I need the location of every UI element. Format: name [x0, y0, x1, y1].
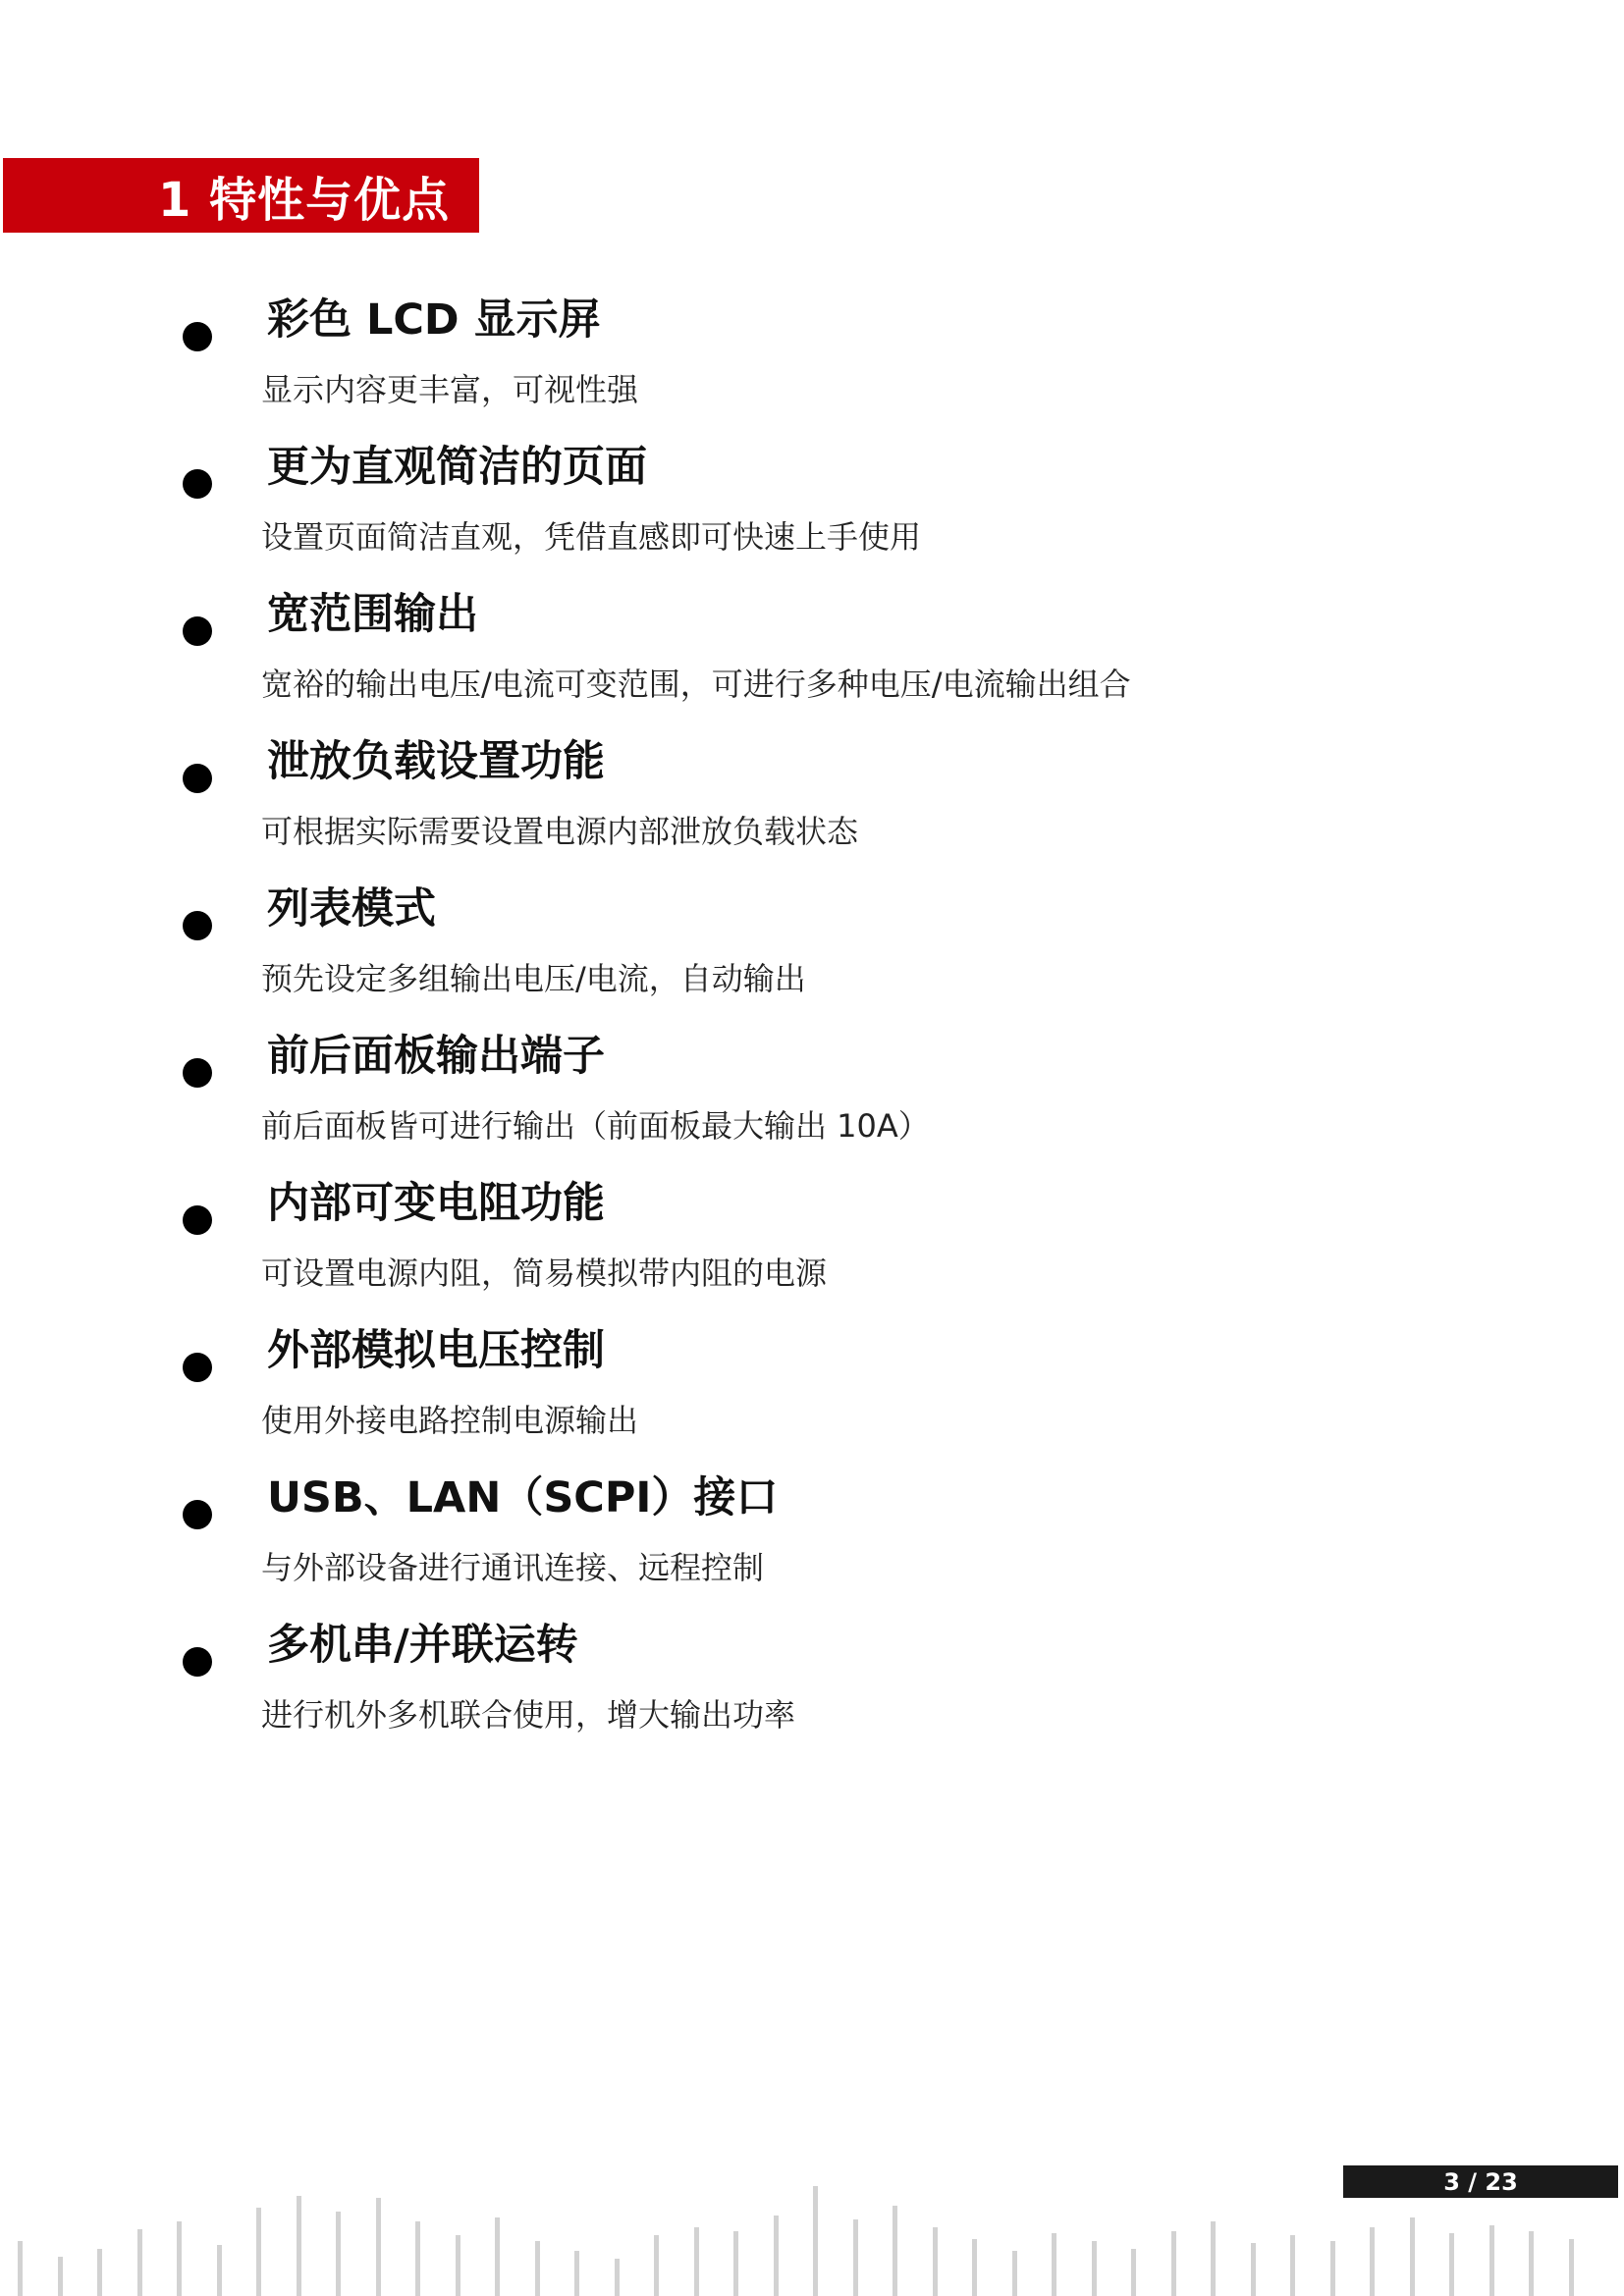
- page-number: 3 / 23: [1343, 2165, 1618, 2198]
- decor-bar: [813, 2186, 818, 2296]
- section-title: 1 特性与优点: [158, 172, 451, 228]
- decor-bar: [1171, 2231, 1176, 2296]
- feature-description: 使用外接电路控制电源输出: [261, 1402, 639, 1439]
- decor-bar: [615, 2259, 620, 2296]
- bullet-icon: [183, 616, 212, 646]
- feature-title: 外部模拟电压控制: [267, 1326, 605, 1375]
- decor-bar: [972, 2239, 977, 2296]
- decor-bar: [893, 2206, 897, 2296]
- feature-title: 泄放负载设置功能: [267, 737, 605, 786]
- decor-bar: [177, 2221, 182, 2296]
- decor-bar: [1489, 2225, 1494, 2296]
- decor-bar: [694, 2227, 699, 2296]
- feature-item: [0, 1326, 1624, 1500]
- decor-bar: [1131, 2249, 1136, 2296]
- decor-bar: [415, 2221, 420, 2296]
- decor-bar: [1052, 2233, 1056, 2296]
- decor-bar: [18, 2241, 23, 2296]
- feature-description: 可根据实际需要设置电源内部泄放负载状态: [261, 813, 859, 850]
- bullet-icon: [183, 1500, 212, 1529]
- bullet-icon: [183, 1647, 212, 1677]
- feature-title: 列表模式: [267, 884, 436, 934]
- bullet-icon: [183, 322, 212, 351]
- decor-bar: [217, 2245, 222, 2296]
- decor-bar: [256, 2208, 261, 2296]
- decor-bar: [654, 2235, 659, 2296]
- decor-bar: [495, 2217, 500, 2296]
- decor-bar: [853, 2219, 858, 2296]
- feature-item: [0, 1473, 1624, 1647]
- feature-title: 内部可变电阻功能: [267, 1179, 605, 1228]
- feature-title: 彩色 LCD 显示屏: [267, 295, 601, 345]
- feature-description: 前后面板皆可进行输出（前面板最大输出 10A）: [261, 1107, 930, 1145]
- decor-bar: [1211, 2221, 1216, 2296]
- decor-bar: [1529, 2231, 1534, 2296]
- feature-item: [0, 1621, 1624, 1794]
- decor-bar: [1092, 2241, 1097, 2296]
- decor-bar: [58, 2257, 63, 2296]
- bullet-icon: [183, 1353, 212, 1382]
- feature-description: 宽裕的输出电压/电流可变范围，可进行多种电压/电流输出组合: [261, 666, 1131, 703]
- feature-item: [0, 295, 1624, 469]
- decor-bar: [933, 2227, 938, 2296]
- feature-description: 预先设定多组输出电压/电流，自动输出: [261, 960, 806, 997]
- feature-item: [0, 884, 1624, 1058]
- decor-bar: [97, 2249, 102, 2296]
- footer-decoration: [0, 2179, 1624, 2296]
- feature-description: 可设置电源内阻，简易模拟带内阻的电源: [261, 1255, 828, 1292]
- decor-bar: [1410, 2217, 1415, 2296]
- decor-bar: [376, 2198, 381, 2296]
- decor-bar: [1449, 2233, 1454, 2296]
- feature-description: 进行机外多机联合使用，增大输出功率: [261, 1696, 796, 1734]
- feature-title: 宽范围输出: [267, 590, 478, 639]
- feature-item: [0, 443, 1624, 616]
- feature-item: [0, 1179, 1624, 1353]
- decor-bar: [1290, 2235, 1295, 2296]
- decor-bar: [574, 2251, 579, 2296]
- bullet-icon: [183, 469, 212, 499]
- feature-description: 设置页面简洁直观，凭借直感即可快速上手使用: [261, 518, 922, 556]
- decor-bar: [1370, 2227, 1375, 2296]
- decor-bar: [456, 2235, 460, 2296]
- decor-bar: [1330, 2241, 1335, 2296]
- decor-bar: [774, 2216, 779, 2296]
- feature-description: 显示内容更丰富，可视性强: [261, 371, 639, 408]
- decor-bar: [1251, 2243, 1256, 2296]
- feature-title: 更为直观简洁的页面: [267, 443, 647, 492]
- bullet-icon: [183, 1205, 212, 1235]
- decor-bar: [1012, 2251, 1017, 2296]
- feature-title: USB、LAN（SCPI）接口: [267, 1473, 779, 1522]
- decor-bar: [137, 2229, 142, 2296]
- decor-bar: [1569, 2239, 1574, 2296]
- feature-title: 多机串/并联运转: [267, 1621, 578, 1670]
- bullet-icon: [183, 1058, 212, 1088]
- decor-bar: [535, 2241, 540, 2296]
- feature-description: 与外部设备进行通讯连接、远程控制: [261, 1549, 765, 1586]
- bullet-icon: [183, 764, 212, 793]
- feature-item: [0, 1032, 1624, 1205]
- feature-title: 前后面板输出端子: [267, 1032, 605, 1081]
- bullet-icon: [183, 911, 212, 940]
- feature-item: [0, 737, 1624, 911]
- decor-bar: [733, 2231, 738, 2296]
- decor-bar: [297, 2196, 301, 2296]
- feature-item: [0, 590, 1624, 764]
- decor-bar: [336, 2212, 341, 2296]
